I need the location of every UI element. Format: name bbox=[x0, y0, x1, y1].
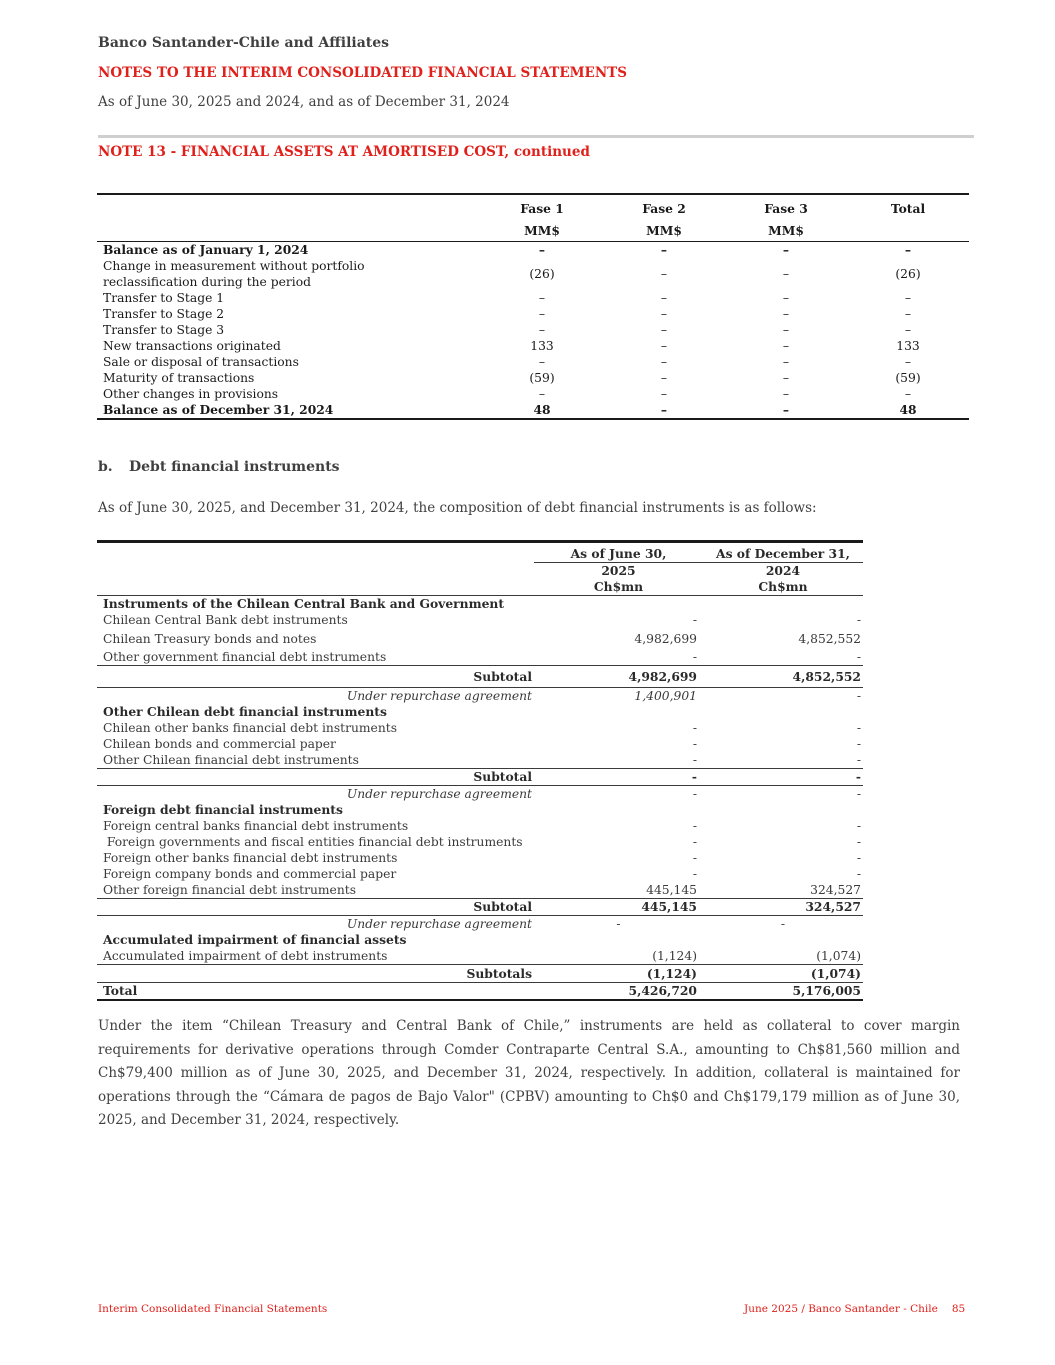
cell: - bbox=[856, 689, 861, 703]
table-row bbox=[97, 386, 969, 402]
cell: – bbox=[782, 387, 790, 401]
cell: - bbox=[616, 917, 621, 931]
group-header bbox=[97, 596, 863, 613]
cell: – bbox=[660, 371, 668, 385]
cell: 5,176,005 bbox=[699, 983, 863, 1001]
table-row bbox=[97, 258, 969, 290]
table-row bbox=[97, 370, 969, 386]
cell: - bbox=[856, 613, 861, 627]
table-row bbox=[97, 752, 863, 769]
table-row bbox=[97, 242, 969, 259]
col-unit-2024: Ch$mn bbox=[699, 579, 863, 596]
group-header bbox=[97, 932, 863, 948]
row-label: Chilean bonds and commercial paper bbox=[103, 737, 336, 751]
table-row bbox=[97, 612, 863, 628]
table-row bbox=[97, 736, 863, 752]
cell: – bbox=[481, 242, 603, 259]
subtotal-row bbox=[97, 965, 863, 983]
row-label: New transactions originated bbox=[103, 339, 281, 353]
row-label: Transfer to Stage 1 bbox=[103, 291, 225, 305]
col-unit-2025: Ch$mn bbox=[534, 579, 699, 596]
cell: 4,852,552 bbox=[699, 666, 863, 688]
section-letter: b. bbox=[98, 459, 113, 475]
row-label: Other foreign financial debt instruments bbox=[97, 882, 534, 899]
notes-title: NOTES TO THE INTERIM CONSOLIDATED FINANCIAL STATEMENTS bbox=[98, 65, 627, 81]
row-label: Chilean Treasury bonds and notes bbox=[103, 631, 317, 646]
cell: - bbox=[856, 835, 861, 849]
row-label: Transfer to Stage 3 bbox=[103, 323, 225, 337]
cell: - bbox=[856, 819, 861, 833]
cell: - bbox=[856, 721, 861, 735]
cell: 133 bbox=[896, 339, 920, 353]
cell: - bbox=[692, 737, 697, 751]
cell: – bbox=[538, 323, 546, 337]
cell: (26) bbox=[895, 267, 921, 281]
row-label: Foreign debt financial instruments bbox=[103, 802, 343, 817]
table-row bbox=[97, 688, 863, 705]
table-row bbox=[97, 338, 969, 354]
cell: (1,074) bbox=[699, 948, 863, 965]
cell: – bbox=[782, 355, 790, 369]
debt-instruments-table bbox=[97, 540, 863, 1001]
unit-fase2: MM$ bbox=[646, 223, 682, 238]
cell: - bbox=[692, 613, 697, 627]
cell: - bbox=[780, 917, 786, 931]
row-label: Other government financial debt instruments bbox=[97, 649, 534, 666]
cell: - bbox=[699, 769, 863, 786]
col-header-fase1: Fase 1 bbox=[520, 201, 564, 216]
table-row bbox=[97, 720, 863, 736]
subtotal-row bbox=[97, 769, 863, 786]
cell: – bbox=[904, 307, 912, 321]
cell: – bbox=[538, 307, 546, 321]
subtotal-row bbox=[97, 666, 863, 688]
row-label: Subtotals bbox=[97, 965, 534, 983]
cell: - bbox=[692, 819, 697, 833]
cell: – bbox=[660, 307, 668, 321]
cell: - bbox=[692, 851, 697, 865]
cell: – bbox=[782, 307, 790, 321]
row-label: Foreign central banks financial debt instruments bbox=[103, 819, 409, 833]
period-subtitle: As of June 30, 2025 and 2024, and as of December 31, 2024 bbox=[98, 94, 510, 110]
page-number: 85 bbox=[951, 1303, 966, 1315]
row-label: Transfer to Stage 2 bbox=[103, 307, 225, 321]
footer-right bbox=[744, 1303, 965, 1315]
collateral-paragraph: Under the item “Chilean Treasury and Central Bank of Chile,” instruments are held as collateral to cover margin requirements for derivative operations through Comder Contraparte Central S.A., amounting to Ch$81,560 million and Ch$79,400 million as of June 30, 2025, and December 31, 2024, respectively. In addition, collateral is maintained for operations through the “Cámara de pagos de Bajo Valor" (CPBV) amounting to Ch$0 and Ch$179,179 million as of June 30, 2025, and December 31, 2024, respectively. bbox=[98, 1018, 960, 1128]
col-header-fase3: Fase 3 bbox=[764, 201, 808, 216]
company-name: Banco Santander-Chile and Affiliates bbox=[98, 35, 390, 51]
cell: (59) bbox=[529, 371, 555, 385]
cell: – bbox=[904, 291, 912, 305]
cell: – bbox=[538, 387, 546, 401]
cell: - bbox=[856, 851, 861, 865]
subtotal-row bbox=[97, 899, 863, 916]
row-label: Subtotal bbox=[97, 666, 534, 688]
table-row bbox=[97, 290, 969, 306]
cell: – bbox=[660, 387, 668, 401]
row-label: Accumulated impairment of financial assets bbox=[103, 932, 407, 947]
cell: (59) bbox=[895, 371, 921, 385]
table-row bbox=[97, 786, 863, 803]
cell: – bbox=[538, 291, 546, 305]
cell: – bbox=[782, 339, 790, 353]
col-header-total: Total bbox=[890, 201, 926, 216]
cell: - bbox=[856, 867, 861, 881]
unit-fase3: MM$ bbox=[768, 223, 804, 238]
col-year-2025: 2025 bbox=[601, 563, 636, 578]
row-label: Under repurchase agreement bbox=[346, 689, 532, 703]
cell: 4,982,699 bbox=[534, 666, 699, 688]
table-row bbox=[97, 916, 863, 933]
row-label: Under repurchase agreement bbox=[346, 917, 532, 931]
cell: 324,527 bbox=[699, 899, 863, 916]
table-row bbox=[97, 354, 969, 370]
cell: - bbox=[534, 769, 699, 786]
row-label: Maturity of transactions bbox=[103, 371, 255, 385]
cell: 5,426,720 bbox=[534, 983, 699, 1001]
cell: (26) bbox=[529, 267, 555, 281]
cell: 133 bbox=[530, 339, 554, 353]
cell: - bbox=[534, 649, 699, 666]
cell: (1,124) bbox=[534, 965, 699, 983]
cell: – bbox=[660, 339, 668, 353]
table-row bbox=[97, 402, 969, 419]
cell: – bbox=[782, 267, 790, 281]
cell: - bbox=[692, 787, 697, 801]
cell: – bbox=[725, 402, 847, 419]
cell: 48 bbox=[481, 402, 603, 419]
table-row bbox=[97, 850, 863, 866]
cell: 4,982,699 bbox=[634, 631, 697, 646]
unit-total bbox=[847, 223, 969, 242]
row-label: Foreign other banks financial debt instruments bbox=[103, 851, 398, 865]
row-label: Other Chilean financial debt instruments bbox=[97, 752, 534, 769]
row-label: Total bbox=[97, 983, 534, 1001]
cell: – bbox=[782, 291, 790, 305]
table-row bbox=[97, 866, 863, 882]
cell: – bbox=[538, 355, 546, 369]
row-label: Other Chilean debt financial instruments bbox=[103, 704, 387, 719]
row-label: Subtotal bbox=[97, 899, 534, 916]
row-label: Balance as of January 1, 2024 bbox=[97, 242, 481, 259]
cell: 4,852,552 bbox=[798, 631, 861, 646]
cell: - bbox=[534, 752, 699, 769]
provisions-movement-table bbox=[97, 193, 969, 420]
col-header-jun: As of June 30, bbox=[534, 546, 699, 563]
row-label: Chilean other banks financial debt instruments bbox=[103, 721, 398, 735]
cell: - bbox=[692, 835, 697, 849]
row-label: Accumulated impairment of debt instruments bbox=[97, 948, 534, 965]
cell: – bbox=[782, 323, 790, 337]
cell: 445,145 bbox=[534, 882, 699, 899]
cell: – bbox=[904, 387, 912, 401]
col-header-dec: As of December 31, bbox=[699, 546, 863, 563]
col-year-2024: 2024 bbox=[765, 563, 801, 578]
section-b-heading bbox=[98, 459, 340, 475]
section-intro: As of June 30, 2025, and December 31, 2024, the composition of debt financial instruments is as follows: bbox=[98, 500, 817, 516]
table-row bbox=[97, 306, 969, 322]
note-heading: NOTE 13 - FINANCIAL ASSETS AT AMORTISED COST, continued bbox=[98, 144, 590, 160]
row-label: Other changes in provisions bbox=[103, 387, 279, 401]
cell: 324,527 bbox=[699, 882, 863, 899]
row-label: Change in measurement without portfolio reclassification during the period bbox=[103, 259, 365, 289]
cell: – bbox=[660, 291, 668, 305]
row-label: Foreign company bonds and commercial paper bbox=[103, 867, 397, 881]
cell: 1,400,901 bbox=[634, 689, 697, 703]
cell: 445,145 bbox=[534, 899, 699, 916]
cell: – bbox=[725, 242, 847, 259]
section-title: Debt financial instruments bbox=[129, 459, 340, 475]
footer-right-text: June 2025 / Banco Santander - Chile bbox=[744, 1303, 938, 1315]
unit-fase1: MM$ bbox=[524, 223, 560, 238]
cell: – bbox=[904, 323, 912, 337]
cell: (1,074) bbox=[699, 965, 863, 983]
row-label: Instruments of the Chilean Central Bank and Government bbox=[103, 596, 505, 611]
table-row bbox=[97, 628, 863, 649]
cell: – bbox=[782, 371, 790, 385]
table-row bbox=[97, 948, 863, 965]
cell: – bbox=[603, 242, 725, 259]
cell: (1,124) bbox=[534, 948, 699, 965]
row-label: Balance as of December 31, 2024 bbox=[97, 402, 481, 419]
cell: - bbox=[856, 737, 861, 751]
cell: – bbox=[904, 355, 912, 369]
row-label: Sale or disposal of transactions bbox=[103, 355, 299, 369]
row-label: Chilean Central Bank debt instruments bbox=[103, 613, 348, 627]
cell: - bbox=[692, 721, 697, 735]
row-label: Under repurchase agreement bbox=[346, 787, 532, 801]
table-row bbox=[97, 322, 969, 338]
cell: – bbox=[660, 267, 668, 281]
cell: – bbox=[660, 355, 668, 369]
cell: - bbox=[699, 649, 863, 666]
table-row bbox=[97, 882, 863, 899]
group-header bbox=[97, 802, 863, 818]
row-label: Subtotal bbox=[97, 769, 534, 786]
cell: – bbox=[660, 323, 668, 337]
footer-left: Interim Consolidated Financial Statements bbox=[98, 1303, 328, 1315]
cell: – bbox=[603, 402, 725, 419]
table-row bbox=[97, 818, 863, 834]
col-header-fase2: Fase 2 bbox=[642, 201, 686, 216]
table-row bbox=[97, 834, 863, 850]
row-label: Foreign governments and fiscal entities financial debt instruments bbox=[103, 835, 523, 849]
total-row bbox=[97, 983, 863, 1001]
cell: - bbox=[856, 787, 861, 801]
cell: - bbox=[699, 752, 863, 769]
group-header bbox=[97, 704, 863, 720]
cell: 48 bbox=[847, 402, 969, 419]
table-row bbox=[97, 649, 863, 666]
cell: - bbox=[692, 867, 697, 881]
header-divider bbox=[98, 135, 974, 138]
cell: – bbox=[847, 242, 969, 259]
